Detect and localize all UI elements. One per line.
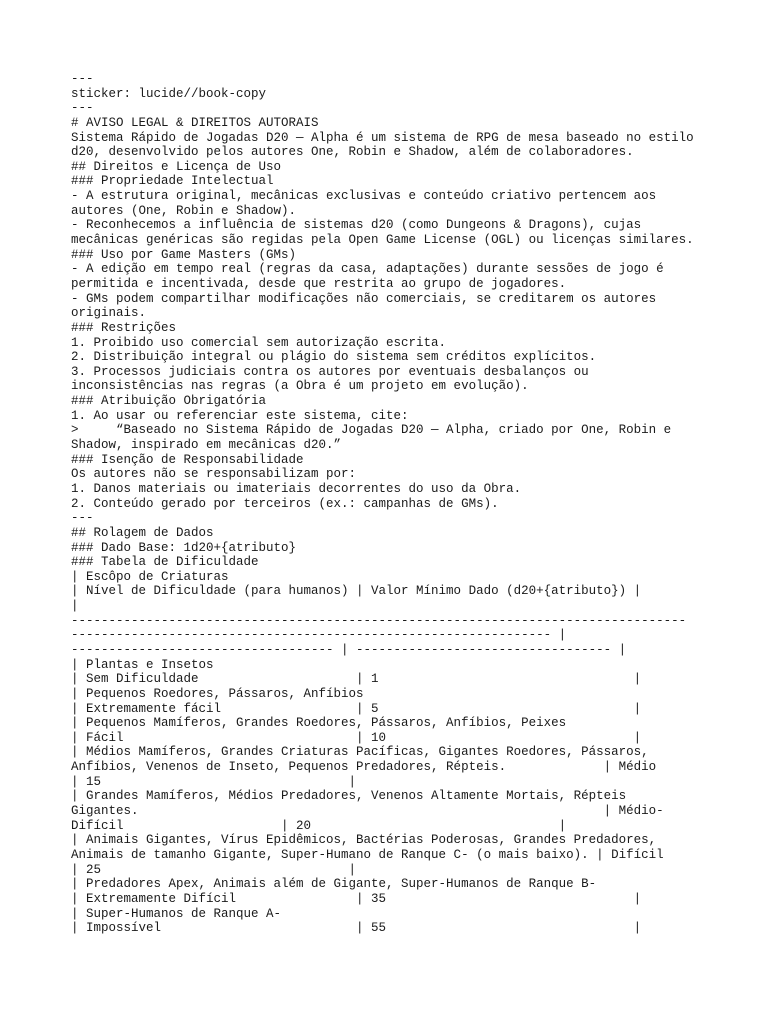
document-line: | Fácil | 10 | <box>71 730 642 745</box>
document-text <box>71 72 694 936</box>
document-line: 2. Distribuição integral ou plágio do sistema sem créditos explícitos. <box>71 350 597 365</box>
document-line: | Animais Gigantes, Vírus Epidêmicos, Bactérias Poderosas, Grandes Predadores, <box>71 833 657 848</box>
document-line: Sistema Rápido de Jogadas D20 — Alpha é um sistema de RPG de mesa baseado no estilo <box>71 130 694 145</box>
document-line: Animais de tamanho Gigante, Super-Humano de Ranque C- (o mais baixo). | Difícil <box>71 847 664 862</box>
document-line: ### Uso por Game Masters (GMs) <box>71 247 297 262</box>
document-line: ### Dado Base: 1d20+{atributo} <box>71 540 297 555</box>
document-line: | Sem Dificuldade | 1 | <box>71 672 642 687</box>
document-line: ---------------------------------------------------------------- | <box>71 628 567 643</box>
document-line: ## Direitos e Licença de Uso <box>71 159 282 174</box>
document-line: | Médios Mamíferos, Grandes Criaturas Pacíficas, Gigantes Roedores, Pássaros, <box>71 745 649 760</box>
document-line: - GMs podem compartilhar modificações não comerciais, se creditarem os autores <box>71 291 657 306</box>
document-line: - A edição em tempo real (regras da casa, adaptações) durante sessões de jogo é <box>71 262 664 277</box>
document-line: 1. Ao usar ou referenciar este sistema, cite: <box>71 408 409 423</box>
document-line: d20, desenvolvido pelos autores One, Robin e Shadow, além de colaboradores. <box>71 145 634 160</box>
document-line: > “Baseado no Sistema Rápido de Jogadas D20 — Alpha, criado por One, Robin e <box>71 423 672 438</box>
document-line: 1. Proibido uso comercial sem autorização escrita. <box>71 335 447 350</box>
document-line: | 25 | <box>71 862 357 877</box>
document-line: | Pequenos Roedores, Pássaros, Anfíbios <box>71 686 364 701</box>
document-line: | Nível de Dificuldade (para humanos) | Valor Mínimo Dado (d20+{atributo}) | <box>71 584 642 599</box>
document-line: | Escôpo de Criaturas <box>71 569 229 584</box>
document-line: - A estrutura original, mecânicas exclusivas e conteúdo criativo pertencem aos <box>71 189 657 204</box>
document-line: 1. Danos materiais ou imateriais decorrentes do uso da Obra. <box>71 481 522 496</box>
document-line: ## Rolagem de Dados <box>71 525 214 540</box>
document-line: inconsistências nas regras (a Obra é um projeto em evolução). <box>71 379 529 394</box>
document-line: ### Restrições <box>71 320 177 335</box>
document-line: | <box>71 599 79 614</box>
document-line: mecânicas genéricas são regidas pela Open Game License (OGL) ou licenças similares. <box>71 233 694 248</box>
document-line: | Extremamente fácil | 5 | <box>71 701 642 716</box>
document-line: | Grandes Mamíferos, Médios Predadores, Venenos Altamente Mortais, Répteis <box>71 789 627 804</box>
document-line: # AVISO LEGAL & DIREITOS AUTORAIS <box>71 115 319 130</box>
document-line: ----------------------------------- | ---------------------------------- | <box>71 642 627 657</box>
document-line: --- <box>71 511 94 526</box>
document-line: autores (One, Robin e Shadow). <box>71 203 297 218</box>
document-line: | 15 | <box>71 774 357 789</box>
document-line: | Impossível | 55 | <box>71 921 642 936</box>
document-line: 2. Conteúdo gerado por terceiros (ex.: campanhas de GMs). <box>71 496 499 511</box>
document-line: ### Atribuição Obrigatória <box>71 394 267 409</box>
document-line: --- <box>71 101 94 116</box>
document-line: Shadow, inspirado em mecânicas d20.” <box>71 438 342 453</box>
document-line: 3. Processos judiciais contra os autores por eventuais desbalanços ou <box>71 364 589 379</box>
document-line: | Extremamente Difícil | 35 | <box>71 891 642 906</box>
document-line: ---------------------------------------------------------------------------------- <box>71 613 687 628</box>
document-line: --- <box>71 72 94 86</box>
document-line: Anfíbios, Venenos de Inseto, Pequenos Predadores, Répteis. | Médio <box>71 760 657 775</box>
document-line: Difícil | 20 | <box>71 818 567 833</box>
document-line: | Super-Humanos de Ranque A- <box>71 906 282 921</box>
document-line: permitida e incentivada, desde que restrita ao grupo de jogadores. <box>71 276 567 291</box>
document-line: sticker: lucide//book-copy <box>71 86 267 101</box>
document-line: ### Tabela de Dificuldade <box>71 555 259 570</box>
document-line: Gigantes. | Médio- <box>71 804 664 819</box>
document-line: ### Propriedade Intelectual <box>71 174 274 189</box>
document-line: | Predadores Apex, Animais além de Gigante, Super-Humanos de Ranque B- <box>71 877 597 892</box>
document-line: - Reconhecemos a influência de sistemas d20 (como Dungeons & Dragons), cujas <box>71 218 642 233</box>
document-line: ### Isenção de Responsabilidade <box>71 452 304 467</box>
document-line: | Plantas e Insetos <box>71 657 214 672</box>
document-line: Os autores não se responsabilizam por: <box>71 467 357 482</box>
document-line: | Pequenos Mamíferos, Grandes Roedores, Pássaros, Anfíbios, Peixes <box>71 716 567 731</box>
document-line: originais. <box>71 306 147 321</box>
